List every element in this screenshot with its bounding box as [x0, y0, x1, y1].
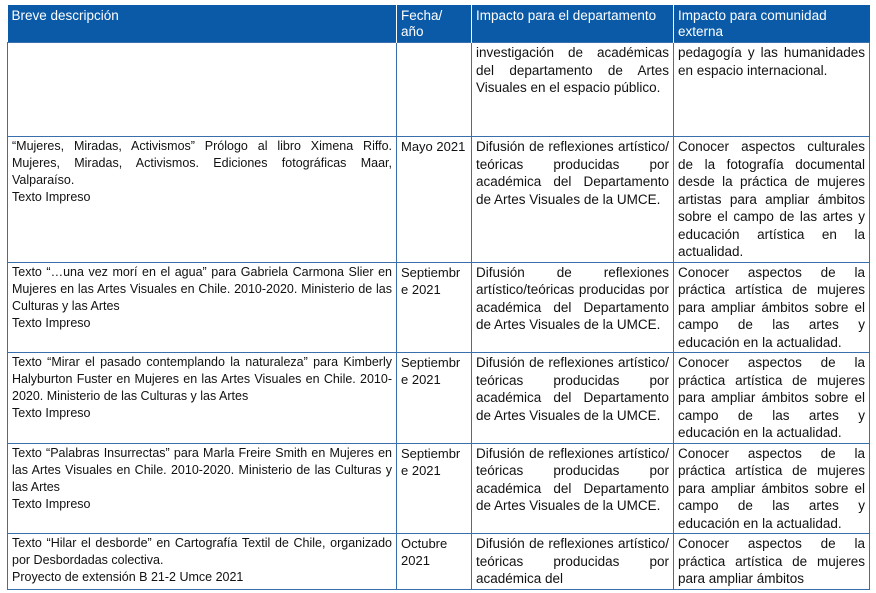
header-department-impact: Impacto para el departamento: [472, 5, 674, 43]
activities-table: [7, 5, 870, 590]
department-impact-cell: Difusión de reflexiones artístico/ teóricas producidas por académica del: [472, 534, 674, 590]
table-row: [8, 43, 870, 137]
date-cell: Septiembre 2021: [397, 443, 472, 534]
description-text: “Mujeres, Miradas, Activismos” Prólogo al libro Ximena Riffo. Mujeres, Miradas, Activismos. Ediciones fotográficas Maar, Valparaíso.: [12, 139, 392, 187]
external-impact-cell: Conocer aspectos de la práctica artística de mujeres para ampliar ámbitos sobre el campo de las artes y educación en la actualidad.: [674, 262, 870, 353]
description-type: Proyecto de extensión B 21-2 Umce 2021: [12, 570, 244, 584]
department-impact-cell: Difusión de reflexiones artístico/teóricas producidas por académica del Departamento de Artes Visuales de la UMCE.: [472, 262, 674, 353]
description-cell: [8, 43, 397, 137]
table-row: [8, 353, 870, 444]
header-date: Fecha/ año: [397, 5, 472, 43]
external-impact-cell: Conocer aspectos de la práctica artística de mujeres para ampliar ámbitos sobre el campo de las artes y educación en la actualidad.: [674, 443, 870, 534]
description-text: Texto “…una vez morí en el agua” para Gabriela Carmona Slier en Mujeres en las Artes Visuales en Chile. 2010-2020. Ministerio de las Culturas y las Artes: [12, 264, 392, 313]
external-impact-cell: Conocer aspectos de la práctica artística de mujeres para ampliar ámbitos sobre el campo de las artes y educación en la actualidad.: [674, 353, 870, 444]
department-impact-cell: Difusión de reflexiones artístico/ teóricas producidas por académica del Departamento de Artes Visuales de la UMCE.: [472, 443, 674, 534]
table-row: [8, 262, 870, 353]
header-description: Breve descripción: [8, 5, 397, 43]
description-cell: [8, 262, 397, 353]
date-cell: Septiembre 2021: [397, 353, 472, 444]
description-cell: [8, 137, 397, 263]
date-cell: Octubre 2021: [397, 534, 472, 590]
department-impact-cell: investigación de académicas del departamento de Artes Visuales en el espacio público.: [472, 43, 674, 137]
department-impact-cell: Difusión de reflexiones artístico/ teóricas producidas por académica del Departamento de Artes Visuales de la UMCE.: [472, 353, 674, 444]
description-type: Texto Impreso: [12, 315, 91, 330]
description-type: Texto Impreso: [12, 406, 91, 420]
description-text: Texto “Hilar el desborde” en Cartografía Textil de Chile, organizado por Desbordadas colectiva.: [12, 536, 392, 567]
description-type: Texto Impreso: [12, 190, 91, 204]
description-type: Texto Impreso: [12, 496, 91, 511]
date-cell: [397, 43, 472, 137]
table-header-row: [8, 5, 870, 43]
external-impact-cell: Conocer aspectos de la práctica artística de mujeres para ampliar ámbitos: [674, 534, 870, 590]
header-external-impact: Impacto para comunidad externa: [674, 5, 870, 43]
date-cell: Septiembre 2021: [397, 262, 472, 353]
table-row: [8, 137, 870, 263]
table-row: [8, 534, 870, 590]
description-cell: [8, 534, 397, 590]
table-row: [8, 443, 870, 534]
date-cell: Mayo 2021: [397, 137, 472, 263]
description-text: Texto “Mirar el pasado contemplando la naturaleza” para Kimberly Halyburton Fuster en Mujeres en las Artes Visuales en Chile. 2010-2020. Ministerio de las Culturas y las Artes: [12, 355, 392, 403]
description-cell: [8, 443, 397, 534]
description-text: Texto “Palabras Insurrectas” para Marla Freire Smith en Mujeres en las Artes Visuales en Chile. 2010-2020. Ministerio de las Culturas y las Artes: [12, 445, 392, 494]
description-cell: [8, 353, 397, 444]
external-impact-cell: pedagogía y las humanidades en espacio internacional.: [674, 43, 870, 137]
external-impact-cell: Conocer aspectos culturales de la fotografía documental desde la práctica de mujeres artistas para ampliar ámbitos sobre el campo de las artes y educación artística en la actualidad.: [674, 137, 870, 263]
department-impact-cell: Difusión de reflexiones artístico/ teóricas producidas por académica del Departamento de Artes Visuales de la UMCE.: [472, 137, 674, 263]
